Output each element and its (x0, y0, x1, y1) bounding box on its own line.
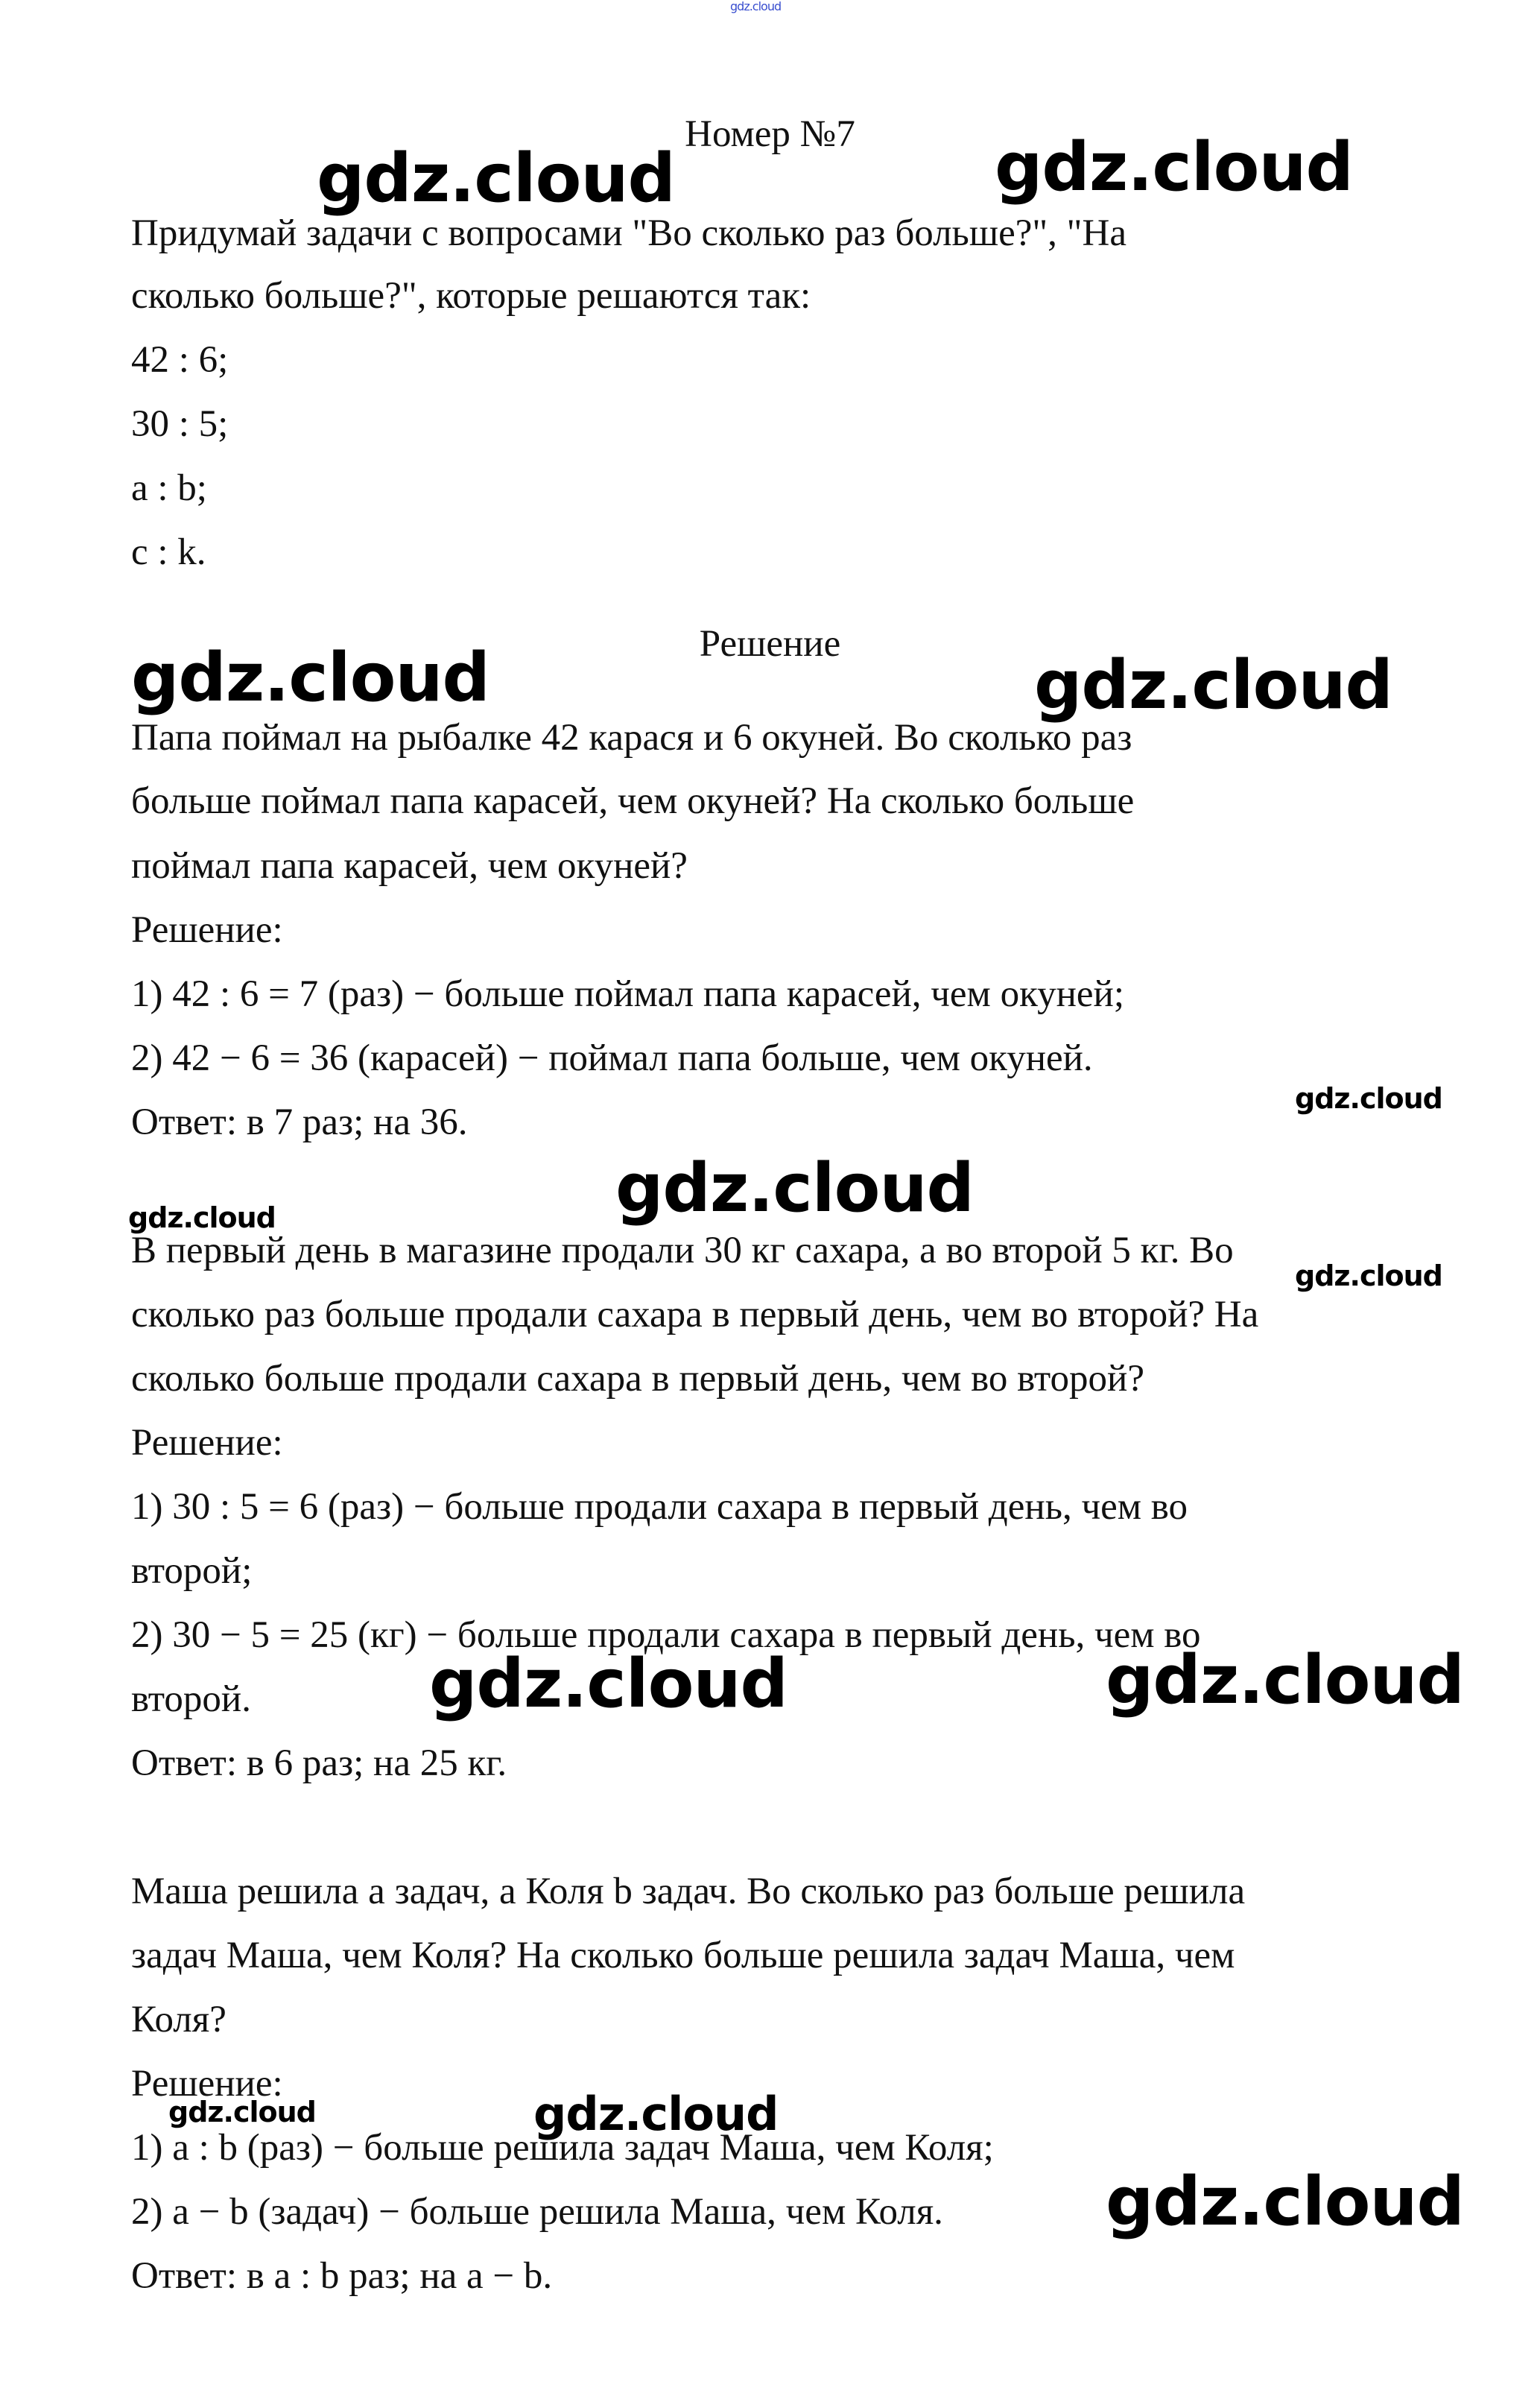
problem3-line: Решение: (131, 2063, 283, 2105)
problem3-answer: Ответ: в a : b раз; на a − b. (131, 2255, 553, 2297)
task-line: 30 : 5; (131, 403, 229, 445)
problem2-line: второй. (131, 1678, 251, 1720)
problem1-line: поймал папа карасей, чем окуней? (131, 845, 688, 887)
problem1-line: 1) 42 : 6 = 7 (раз) − больше поймал папа карасей, чем окуней; (131, 973, 1125, 1015)
watermark: gdz.cloud (995, 128, 1353, 206)
watermark-top: gdz.cloud (730, 0, 782, 13)
watermark: gdz.cloud (128, 1201, 276, 1234)
watermark: gdz.cloud (131, 639, 489, 717)
watermark: gdz.cloud (317, 139, 675, 218)
problem3-line: Коля? (131, 1999, 226, 2040)
problem2-line: Решение: (131, 1422, 283, 1464)
problem3-line: задач Маша, чем Коля? На сколько больше решила задач Маша, чем (131, 1935, 1235, 1976)
problem3-line: 2) a − b (задач) − больше решила Маша, чем Коля. (131, 2191, 943, 2233)
problem3-line: Маша решила a задач, а Коля b задач. Во сколько раз больше решила (131, 1871, 1246, 1912)
problem2-line: 1) 30 : 5 = 6 (раз) − больше продали сахара в первый день, чем во (131, 1486, 1188, 1528)
task-line: c : k. (131, 531, 206, 573)
problem2-answer: Ответ: в 6 раз; на 25 кг. (131, 1742, 507, 1784)
problem2-line: В первый день в магазине продали 30 кг сахара, а во второй 5 кг. Во (131, 1230, 1234, 1271)
task-line: Придумай задачи с вопросами "Во сколько раз больше?", "На (131, 212, 1127, 254)
problem1-line: Решение: (131, 909, 283, 951)
watermark: gdz.cloud (533, 2087, 779, 2141)
problem1-line: больше поймал папа карасей, чем окуней? На сколько больше (131, 780, 1135, 822)
page-title: Номер №7 (685, 113, 855, 155)
watermark: gdz.cloud (429, 1645, 788, 1723)
watermark: gdz.cloud (168, 2096, 316, 2128)
problem2-line: сколько раз больше продали сахара в первый день, чем во второй? На (131, 1294, 1259, 1335)
watermark: gdz.cloud (1106, 1641, 1464, 1719)
problem1-answer: Ответ: в 7 раз; на 36. (131, 1101, 468, 1143)
task-line: a : b; (131, 467, 207, 509)
problem2-line: сколько больше продали сахара в первый день, чем во второй? (131, 1358, 1144, 1400)
watermark: gdz.cloud (1034, 646, 1392, 724)
problem2-line: второй; (131, 1550, 253, 1592)
problem1-line: 2) 42 − 6 = 36 (карасей) − поймал папа больше, чем окуней. (131, 1037, 1093, 1079)
solution-heading: Решение (699, 623, 841, 665)
task-line: сколько больше?", которые решаются так: (131, 275, 811, 317)
problem2-line: 2) 30 − 5 = 25 (кг) − больше продали сахара в первый день, чем во (131, 1614, 1201, 1656)
problem3-line: 1) a : b (раз) − больше решила задач Маша, чем Коля; (131, 2127, 994, 2169)
watermark: gdz.cloud (1295, 1082, 1442, 1115)
task-line: 42 : 6; (131, 339, 229, 381)
problem1-line: Папа поймал на рыбалке 42 карася и 6 окуней. Во сколько раз (131, 717, 1132, 759)
watermark: gdz.cloud (1106, 2163, 1464, 2241)
watermark: gdz.cloud (1295, 1259, 1442, 1292)
watermark: gdz.cloud (615, 1149, 974, 1227)
